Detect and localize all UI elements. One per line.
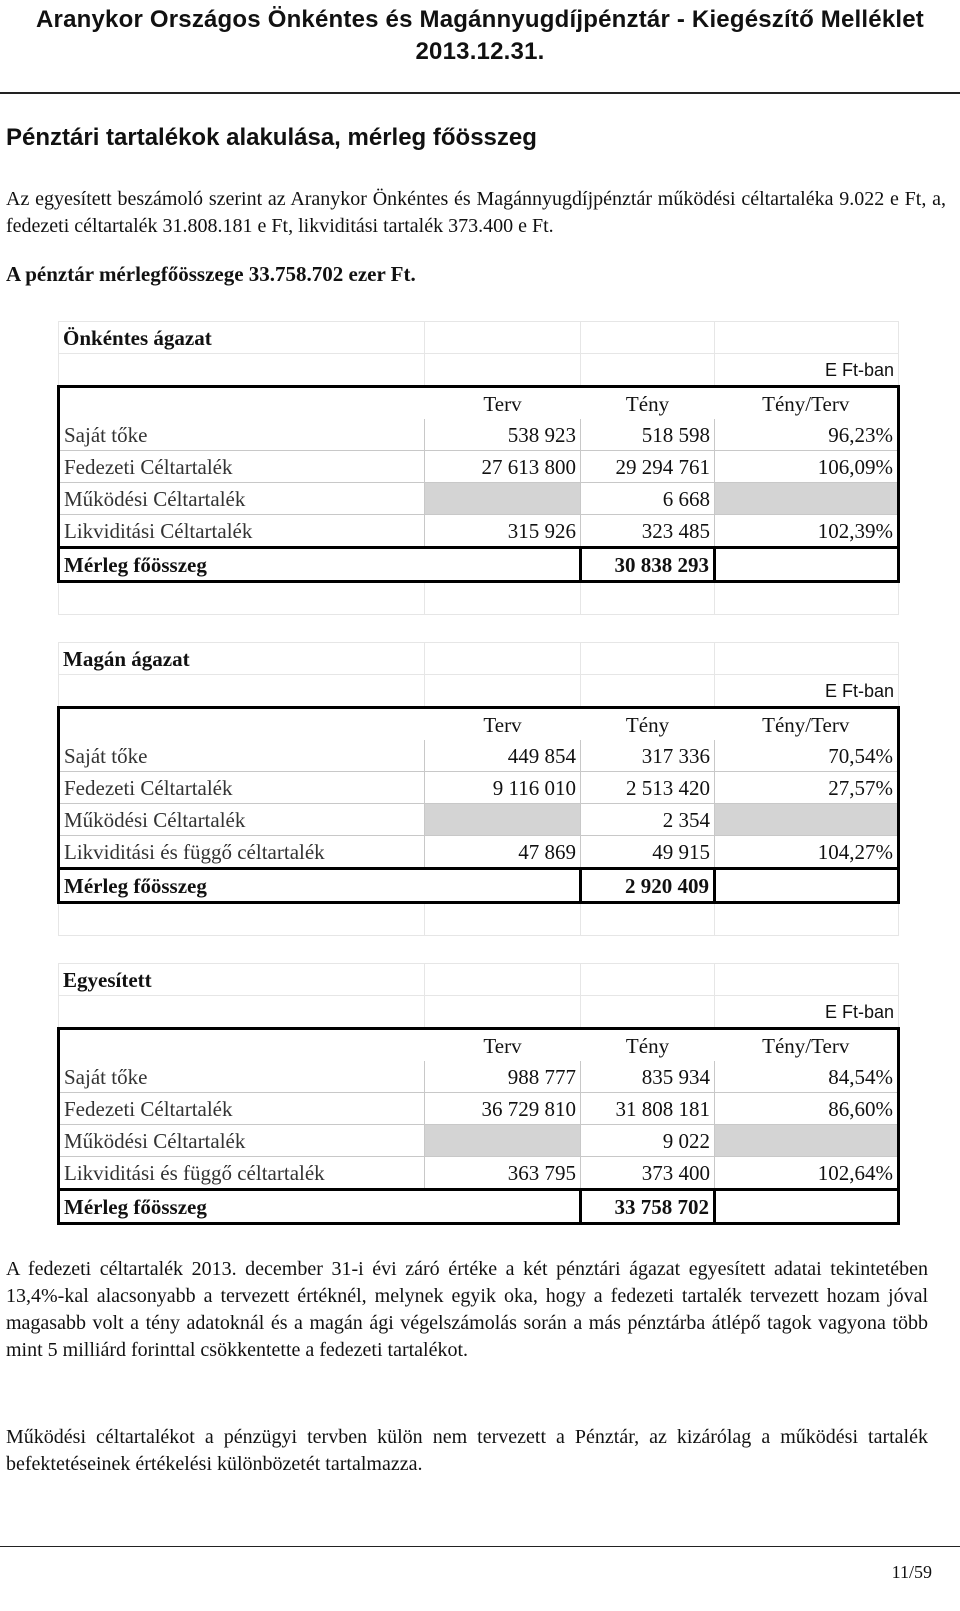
- table-title: Magán ágazat: [59, 643, 425, 675]
- total-value: 33 758 702: [581, 1190, 715, 1224]
- table-row: [59, 1061, 899, 1093]
- row-label: Likviditási Céltartalék: [59, 515, 425, 548]
- cell-teny: 9 022: [581, 1125, 715, 1157]
- row-label: Saját tőke: [59, 1061, 425, 1093]
- total-label: Mérleg főösszeg: [59, 548, 425, 582]
- row-label: Likviditási és függő céltartalék: [59, 836, 425, 869]
- cell-ratio: [715, 1125, 899, 1157]
- cell-ratio: 70,54%: [715, 740, 899, 772]
- page-number: 11/59: [891, 1562, 932, 1582]
- cell-teny: 323 485: [581, 515, 715, 548]
- cell-ratio: [715, 804, 899, 836]
- cell-terv: 449 854: [425, 740, 581, 772]
- cell-terv: 27 613 800: [425, 451, 581, 483]
- balance-total-line: A pénztár mérlegfőösszege 33.758.702 ezer Ft.: [6, 262, 416, 286]
- row-label: Fedezeti Céltartalék: [59, 772, 425, 804]
- cell-terv: 363 795: [425, 1157, 581, 1190]
- table-magan: [57, 642, 900, 936]
- cell-teny: 2 354: [581, 804, 715, 836]
- cell-teny: 317 336: [581, 740, 715, 772]
- unit-label: E Ft-ban: [715, 996, 899, 1029]
- cell-ratio: 102,39%: [715, 515, 899, 548]
- column-header-teny: Tény: [581, 387, 715, 420]
- row-label: Saját tőke: [59, 419, 425, 451]
- cell-ratio: [715, 483, 899, 515]
- cell-teny: 518 598: [581, 419, 715, 451]
- explanation-paragraph-2: Működési céltartalékot a pénzügyi tervben külön nem tervezett a Pénztár, az kizárólag a működési tartalék befektetéseinek értékelési különbözetét tartalmazza.: [6, 1426, 928, 1475]
- table-row: [59, 836, 899, 869]
- cell-ratio: 86,60%: [715, 1093, 899, 1125]
- total-row: [59, 548, 899, 582]
- column-header-teny: Tény: [581, 1029, 715, 1062]
- table-row: [59, 1093, 899, 1125]
- cell-ratio: 102,64%: [715, 1157, 899, 1190]
- table-row: [59, 804, 899, 836]
- cell-ratio: 84,54%: [715, 1061, 899, 1093]
- cell-teny: 835 934: [581, 1061, 715, 1093]
- cell-ratio: 96,23%: [715, 419, 899, 451]
- column-header-ratio: Tény/Terv: [715, 708, 899, 741]
- cell-terv: 538 923: [425, 419, 581, 451]
- table-row: [59, 1125, 899, 1157]
- cell-teny: 29 294 761: [581, 451, 715, 483]
- table-egyesitett: [57, 963, 900, 1225]
- header-rule: [0, 92, 960, 94]
- unit-label: E Ft-ban: [715, 354, 899, 387]
- cell-terv: 47 869: [425, 836, 581, 869]
- header-title: Aranykor Országos Önkéntes és Magánnyugdíjpénztár - Kiegészítő Melléklet: [36, 6, 924, 33]
- row-label: Saját tőke: [59, 740, 425, 772]
- row-label: Likviditási és függő céltartalék: [59, 1157, 425, 1190]
- cell-terv: [425, 1125, 581, 1157]
- table-row: [59, 1157, 899, 1190]
- row-label: Fedezeti Céltartalék: [59, 1093, 425, 1125]
- total-row: [59, 1190, 899, 1224]
- column-header-terv: Terv: [425, 387, 581, 420]
- column-header-terv: Terv: [425, 708, 581, 741]
- column-header-ratio: Tény/Terv: [715, 1029, 899, 1062]
- table-onkentes: [57, 321, 900, 615]
- table-row: [59, 451, 899, 483]
- cell-terv: [425, 483, 581, 515]
- column-header-terv: Terv: [425, 1029, 581, 1062]
- cell-teny: 31 808 181: [581, 1093, 715, 1125]
- column-header-ratio: Tény/Terv: [715, 387, 899, 420]
- total-label: Mérleg főösszeg: [59, 869, 425, 903]
- cell-terv: [425, 804, 581, 836]
- cell-teny: 373 400: [581, 1157, 715, 1190]
- total-value: 30 838 293: [581, 548, 715, 582]
- total-label: Mérleg főösszeg: [59, 1190, 425, 1224]
- intro-paragraph: Az egyesített beszámoló szerint az Aranykor Önkéntes és Magánnyugdíjpénztár működési céltartaléka 9.022 e Ft, a, fedezeti céltartalék 31.808.181 e Ft, likviditási tartalék 373.400 e Ft.: [6, 188, 946, 237]
- row-label: Fedezeti Céltartalék: [59, 451, 425, 483]
- cell-terv: 988 777: [425, 1061, 581, 1093]
- header-date: 2013.12.31.: [415, 38, 545, 65]
- table-title: Egyesített: [59, 964, 425, 996]
- row-label: Működési Céltartalék: [59, 1125, 425, 1157]
- unit-label: E Ft-ban: [715, 675, 899, 708]
- cell-ratio: 106,09%: [715, 451, 899, 483]
- footer-rule: [0, 1546, 960, 1547]
- cell-terv: 315 926: [425, 515, 581, 548]
- section-title: Pénztári tartalékok alakulása, mérleg főösszeg: [6, 124, 537, 151]
- row-label: Működési Céltartalék: [59, 483, 425, 515]
- cell-terv: 36 729 810: [425, 1093, 581, 1125]
- table-row: [59, 515, 899, 548]
- total-row: [59, 869, 899, 903]
- cell-ratio: 27,57%: [715, 772, 899, 804]
- cell-teny: 2 513 420: [581, 772, 715, 804]
- table-title: Önkéntes ágazat: [59, 322, 425, 354]
- cell-terv: 9 116 010: [425, 772, 581, 804]
- table-row: [59, 483, 899, 515]
- table-row: [59, 740, 899, 772]
- cell-teny: 49 915: [581, 836, 715, 869]
- explanation-paragraph-1: A fedezeti céltartalék 2013. december 31-i évi záró értéke a két pénztári ágazat egyesített adatai tekintetében 13,4%-kal alacsonyabb a tervezett értéknél, melynek egyik oka, hogy a fedezeti tartalék tervezett hozam jóval magasabb volt a tény adatoknál és a magán ági végelszámolás során a más pénztárba átlépő tagok vagyona több mint 5 milliárd forinttal csökkentette a fedezeti tartalékot.: [6, 1258, 928, 1361]
- table-row: [59, 772, 899, 804]
- total-value: 2 920 409: [581, 869, 715, 903]
- cell-ratio: 104,27%: [715, 836, 899, 869]
- cell-teny: 6 668: [581, 483, 715, 515]
- table-row: [59, 419, 899, 451]
- row-label: Működési Céltartalék: [59, 804, 425, 836]
- column-header-teny: Tény: [581, 708, 715, 741]
